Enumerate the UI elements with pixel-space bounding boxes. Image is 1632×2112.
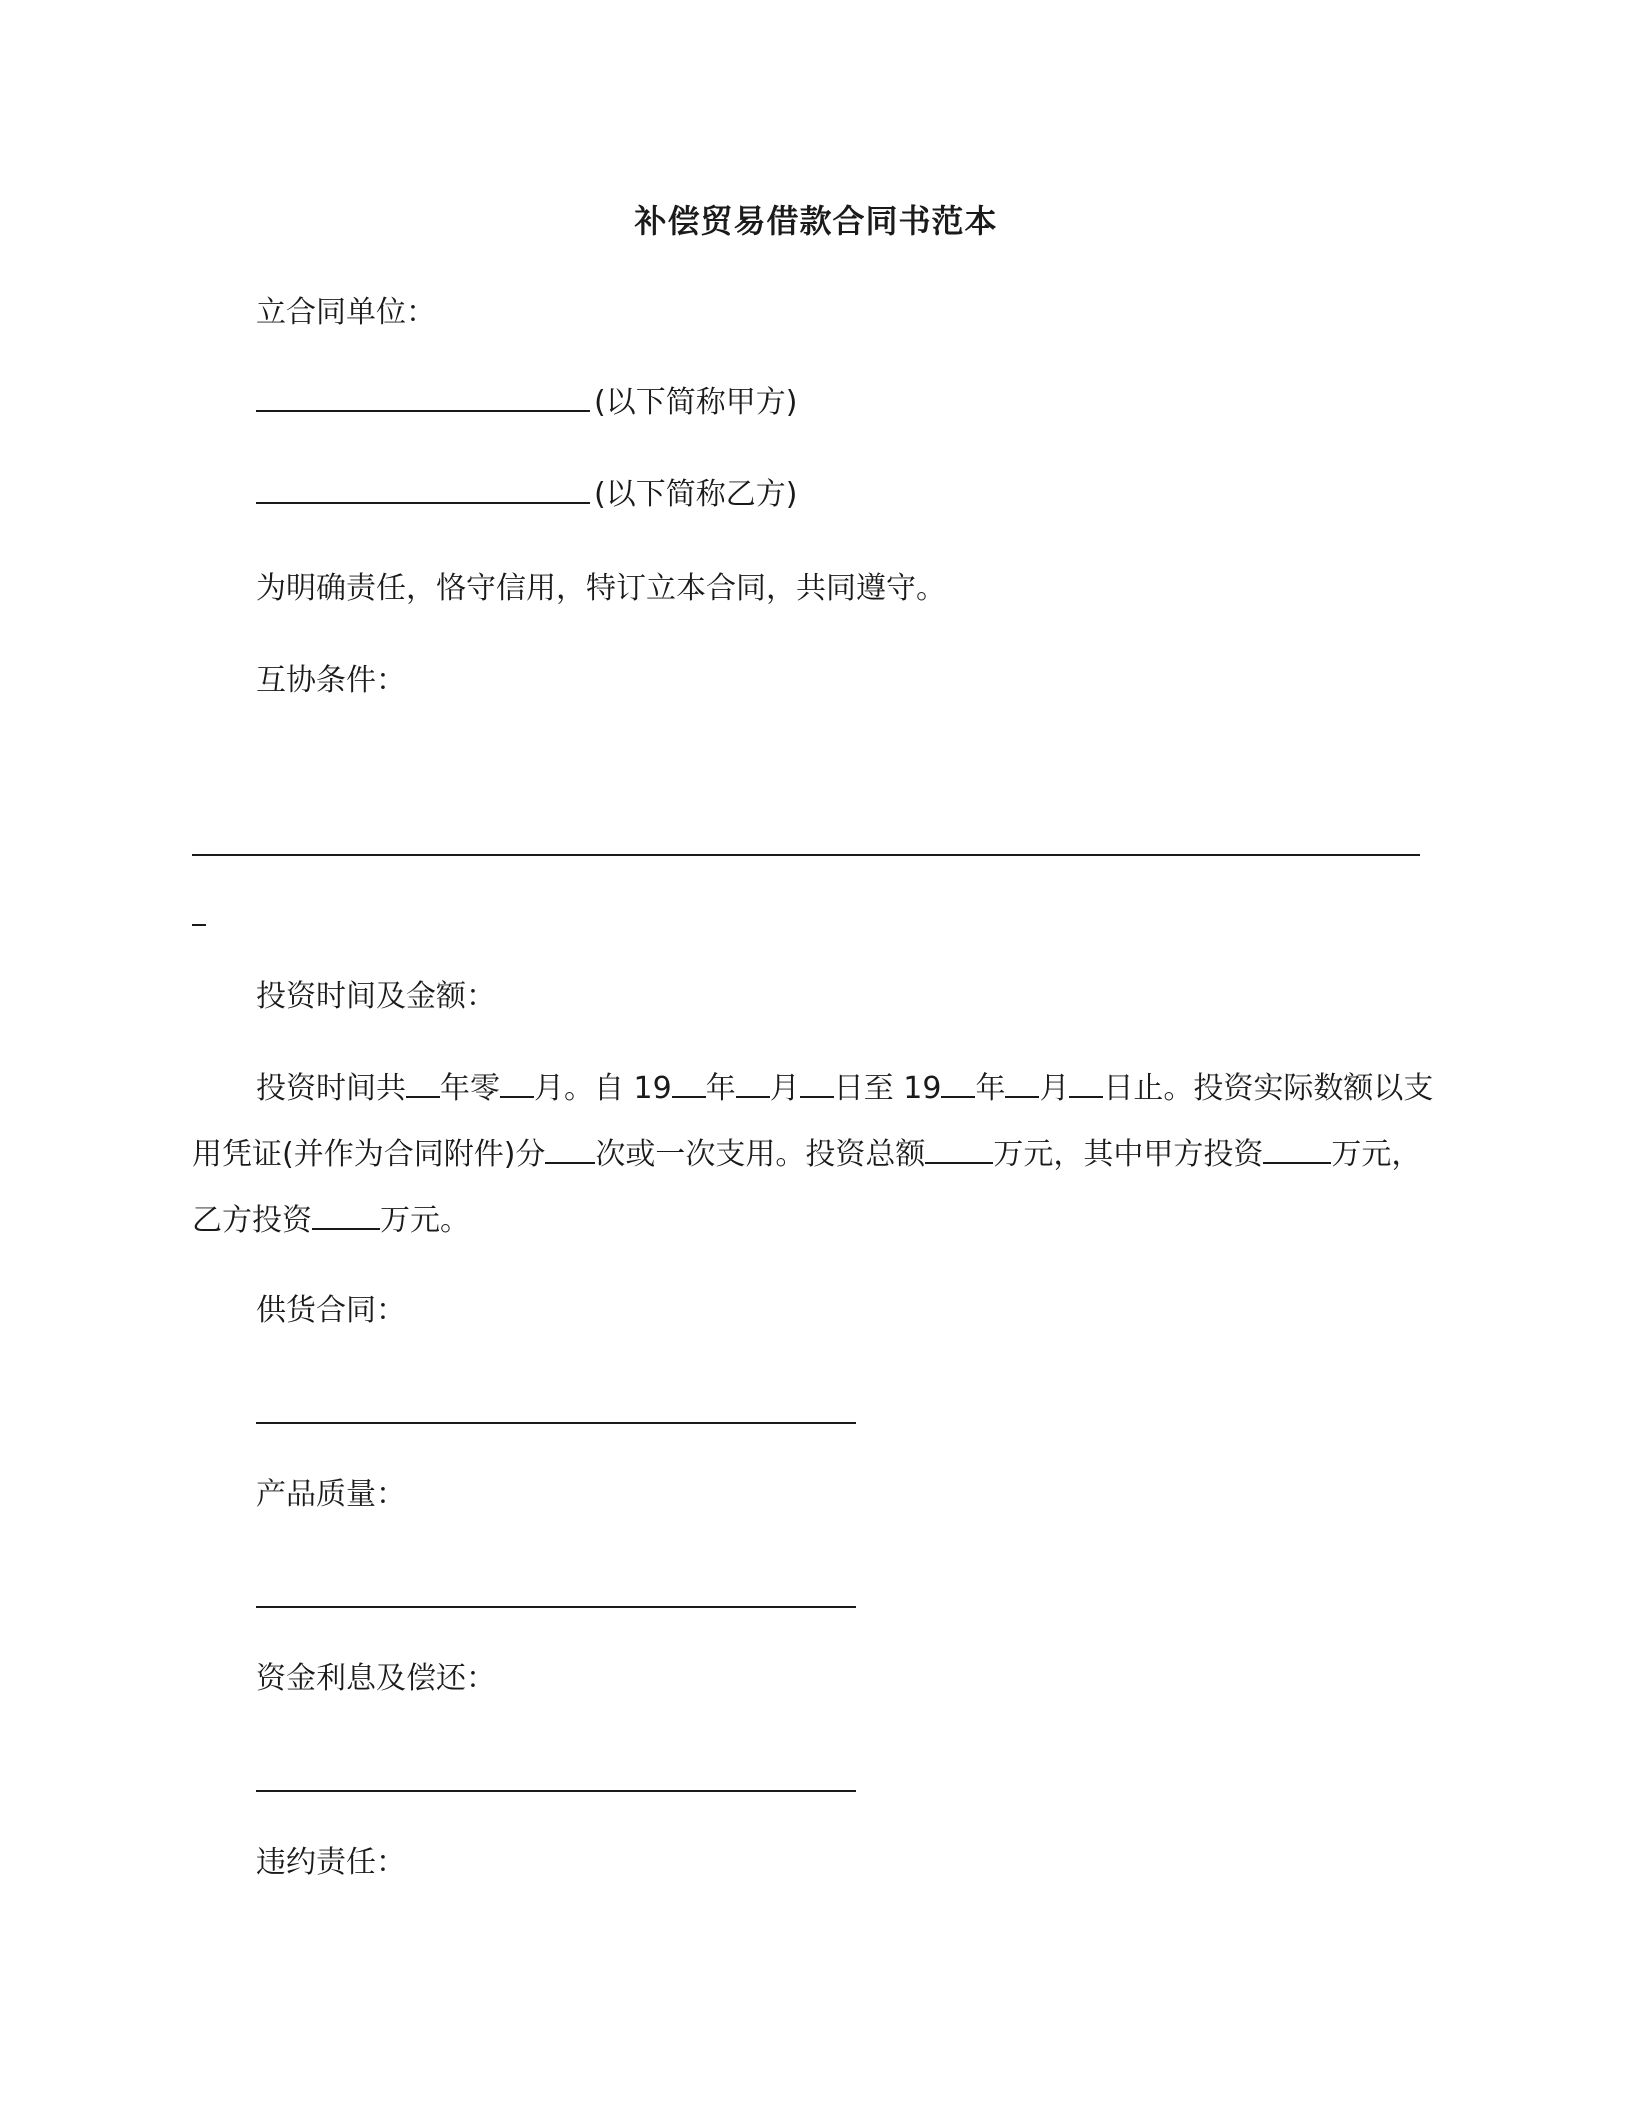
- cooperation-blank-line: [192, 854, 1420, 856]
- party-a-blank: [256, 410, 590, 412]
- interest-heading: 资金利息及偿还：: [256, 1661, 496, 1696]
- blank-end-year: [941, 1095, 975, 1098]
- preamble: 为明确责任，恪守信用，特订立本合同，共同遵守。: [256, 571, 946, 606]
- party-b-blank: [256, 502, 590, 504]
- inv-text-2: 年零: [440, 1071, 500, 1106]
- blank-start-day: [800, 1095, 834, 1098]
- interest-blank-line: [256, 1790, 856, 1792]
- blank-years: [406, 1095, 440, 1098]
- inv-text-10: 次或一次支用。投资总额: [595, 1137, 926, 1172]
- breach-heading: 违约责任：: [256, 1845, 406, 1880]
- inv-text-7: 年: [975, 1071, 1006, 1106]
- blank-start-year: [672, 1095, 706, 1098]
- investment-heading: 投资时间及金额：: [256, 979, 496, 1014]
- inv-text-5: 月: [769, 1071, 800, 1106]
- inv-text-3: 月。自 19: [534, 1071, 672, 1106]
- inv-text-12: 万元，乙方投资: [192, 1137, 1422, 1238]
- blank-installments: [545, 1161, 595, 1164]
- inv-text-1: 投资时间共: [256, 1071, 406, 1106]
- investment-paragraph: [192, 1056, 1438, 1254]
- quality-blank-line: [256, 1606, 856, 1608]
- party-b-line: [256, 477, 798, 512]
- blank-party-b-amount: [312, 1227, 380, 1230]
- cooperation-heading: 互协条件：: [256, 663, 406, 698]
- cooperation-blank-line-tail: [192, 924, 206, 926]
- blank-party-a-amount: [1263, 1161, 1331, 1164]
- document-title: 补偿贸易借款合同书范本: [634, 202, 998, 240]
- supply-blank-line: [256, 1422, 856, 1424]
- quality-heading: 产品质量：: [256, 1477, 406, 1512]
- party-a-suffix: (以下简称甲方): [594, 385, 798, 420]
- blank-total: [925, 1161, 993, 1164]
- inv-text-4: 年: [705, 1071, 736, 1106]
- party-a-line: [256, 385, 798, 420]
- blank-months: [500, 1095, 534, 1098]
- inv-text-13: 万元。: [380, 1203, 470, 1238]
- supply-heading: 供货合同：: [256, 1293, 406, 1328]
- party-b-suffix: (以下简称乙方): [594, 477, 798, 512]
- inv-text-6: 日至 19: [833, 1071, 942, 1106]
- blank-end-day: [1069, 1095, 1103, 1098]
- parties-heading: 立合同单位：: [256, 295, 436, 330]
- inv-text-9: 日止。投资实际数额以支用凭证(并作为合同附件)分: [192, 1071, 1434, 1172]
- inv-text-8: 月: [1039, 1071, 1070, 1106]
- blank-end-month: [1005, 1095, 1039, 1098]
- inv-text-11: 万元，其中甲方投资: [993, 1137, 1264, 1172]
- blank-start-month: [736, 1095, 770, 1098]
